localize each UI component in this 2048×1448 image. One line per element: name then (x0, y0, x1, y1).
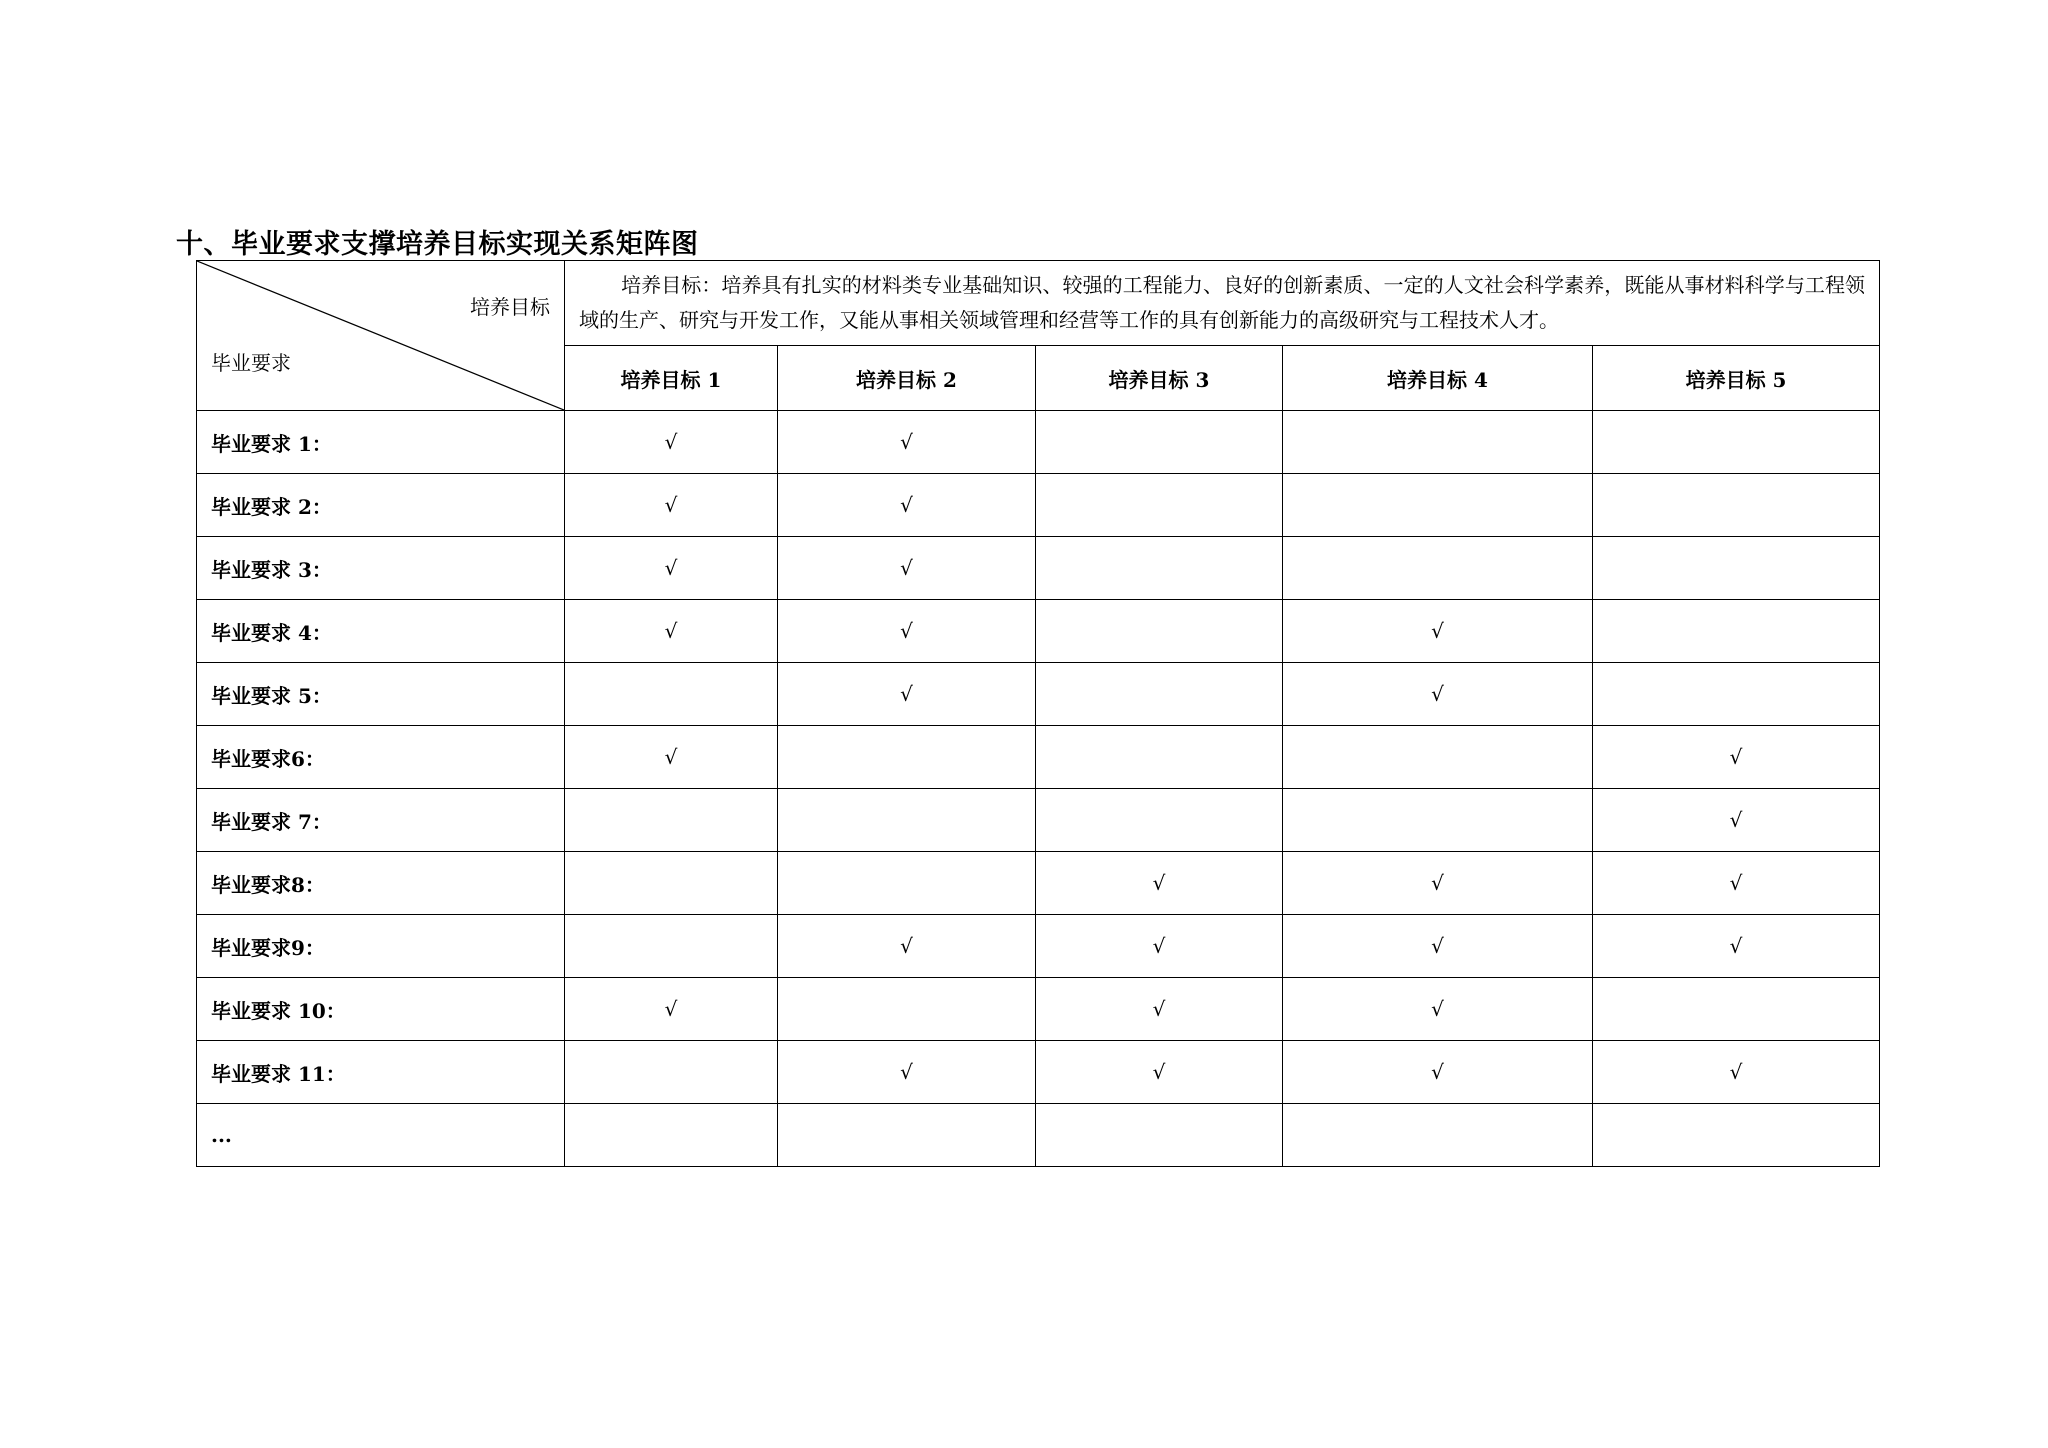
check-mark-cell (1283, 1104, 1593, 1167)
check-mark-cell (1036, 726, 1283, 789)
check-mark-cell (778, 789, 1036, 852)
check-mark-cell: √ (1036, 1041, 1283, 1104)
row-label: 毕业要求6： (197, 726, 565, 789)
check-mark-cell (1036, 663, 1283, 726)
check-mark-cell (1593, 537, 1880, 600)
column-header-objective-2: 培养目标 2 (778, 346, 1036, 411)
row-label: 毕业要求8： (197, 852, 565, 915)
check-mark-cell: √ (1593, 915, 1880, 978)
check-mark-cell (1283, 474, 1593, 537)
row-label: 毕业要求 3： (197, 537, 565, 600)
check-mark-cell (1593, 978, 1880, 1041)
check-mark-cell (1593, 1104, 1880, 1167)
page-title: 十、毕业要求支撑培养目标实现关系矩阵图 (176, 229, 699, 260)
training-objective-description-cell (565, 261, 1880, 346)
check-mark-cell: √ (565, 600, 778, 663)
check-mark-cell: √ (1283, 1041, 1593, 1104)
training-objective-description: 培养目标：培养具有扎实的材料类专业基础知识、较强的工程能力、良好的创新素质、一定的人文社会科学素养，既能从事材料科学与工程领域的生产、研究与开发工作，又能从事相关领域管理和经营等工作的具有创新能力的高级研究与工程技术人才。 (579, 273, 1866, 332)
check-mark-cell (1036, 411, 1283, 474)
row-label: 毕业要求9： (197, 915, 565, 978)
check-mark-cell (778, 852, 1036, 915)
check-mark-cell (1036, 789, 1283, 852)
row-label: 毕业要求 11： (197, 1041, 565, 1104)
check-mark-cell (565, 1041, 778, 1104)
check-mark-cell: √ (1593, 789, 1880, 852)
row-label: ... (197, 1104, 565, 1167)
check-mark-cell: √ (1283, 852, 1593, 915)
requirements-matrix-table (196, 260, 1880, 1167)
check-mark-cell: √ (778, 537, 1036, 600)
column-header-objective-4: 培养目标 4 (1283, 346, 1593, 411)
check-mark-cell (1283, 726, 1593, 789)
check-mark-cell (1283, 789, 1593, 852)
check-mark-cell: √ (565, 726, 778, 789)
table-row (197, 915, 1880, 978)
check-mark-cell: √ (778, 1041, 1036, 1104)
row-label: 毕业要求 1： (197, 411, 565, 474)
check-mark-cell (778, 1104, 1036, 1167)
table-row (197, 789, 1880, 852)
check-mark-cell (1283, 411, 1593, 474)
check-mark-cell (565, 663, 778, 726)
column-header-objective-3: 培养目标 3 (1036, 346, 1283, 411)
check-mark-cell: √ (1283, 663, 1593, 726)
check-mark-cell (778, 978, 1036, 1041)
check-mark-cell (1593, 663, 1880, 726)
table-row (197, 600, 1880, 663)
check-mark-cell: √ (1593, 726, 1880, 789)
check-mark-cell (565, 915, 778, 978)
table-row (197, 852, 1880, 915)
table-row (197, 1041, 1880, 1104)
row-label: 毕业要求 10： (197, 978, 565, 1041)
check-mark-cell: √ (778, 663, 1036, 726)
table-row (197, 474, 1880, 537)
check-mark-cell (565, 789, 778, 852)
table-row (197, 978, 1880, 1041)
row-label: 毕业要求 5： (197, 663, 565, 726)
check-mark-cell: √ (778, 600, 1036, 663)
check-mark-cell: √ (565, 411, 778, 474)
table-row (197, 1104, 1880, 1167)
check-mark-cell: √ (1036, 915, 1283, 978)
check-mark-cell (1036, 600, 1283, 663)
check-mark-cell (565, 852, 778, 915)
row-label: 毕业要求 2： (197, 474, 565, 537)
diagonal-bottom-label: 毕业要求 (211, 351, 291, 375)
column-header-objective-1: 培养目标 1 (565, 346, 778, 411)
check-mark-cell: √ (565, 978, 778, 1041)
table-row (197, 537, 1880, 600)
check-mark-cell: √ (1036, 852, 1283, 915)
table-row (197, 663, 1880, 726)
check-mark-cell (1593, 411, 1880, 474)
diagonal-top-label: 培养目标 (470, 295, 550, 319)
row-label: 毕业要求 7： (197, 789, 565, 852)
diagonal-divider-line (197, 261, 564, 410)
check-mark-cell: √ (565, 474, 778, 537)
check-mark-cell (778, 726, 1036, 789)
check-mark-cell (1593, 474, 1880, 537)
check-mark-cell (1036, 1104, 1283, 1167)
header-row-description (197, 261, 1880, 346)
check-mark-cell (565, 1104, 778, 1167)
check-mark-cell: √ (1283, 915, 1593, 978)
check-mark-cell: √ (565, 537, 778, 600)
check-mark-cell (1036, 537, 1283, 600)
row-label: 毕业要求 4： (197, 600, 565, 663)
check-mark-cell (1283, 537, 1593, 600)
check-mark-cell (1036, 474, 1283, 537)
table-row (197, 411, 1880, 474)
column-header-objective-5: 培养目标 5 (1593, 346, 1880, 411)
check-mark-cell: √ (778, 474, 1036, 537)
check-mark-cell: √ (778, 411, 1036, 474)
table-row (197, 726, 1880, 789)
check-mark-cell: √ (1283, 978, 1593, 1041)
check-mark-cell: √ (1036, 978, 1283, 1041)
check-mark-cell: √ (1593, 1041, 1880, 1104)
diagonal-header-cell (197, 261, 565, 411)
check-mark-cell (1593, 600, 1880, 663)
check-mark-cell: √ (1283, 600, 1593, 663)
check-mark-cell: √ (778, 915, 1036, 978)
check-mark-cell: √ (1593, 852, 1880, 915)
